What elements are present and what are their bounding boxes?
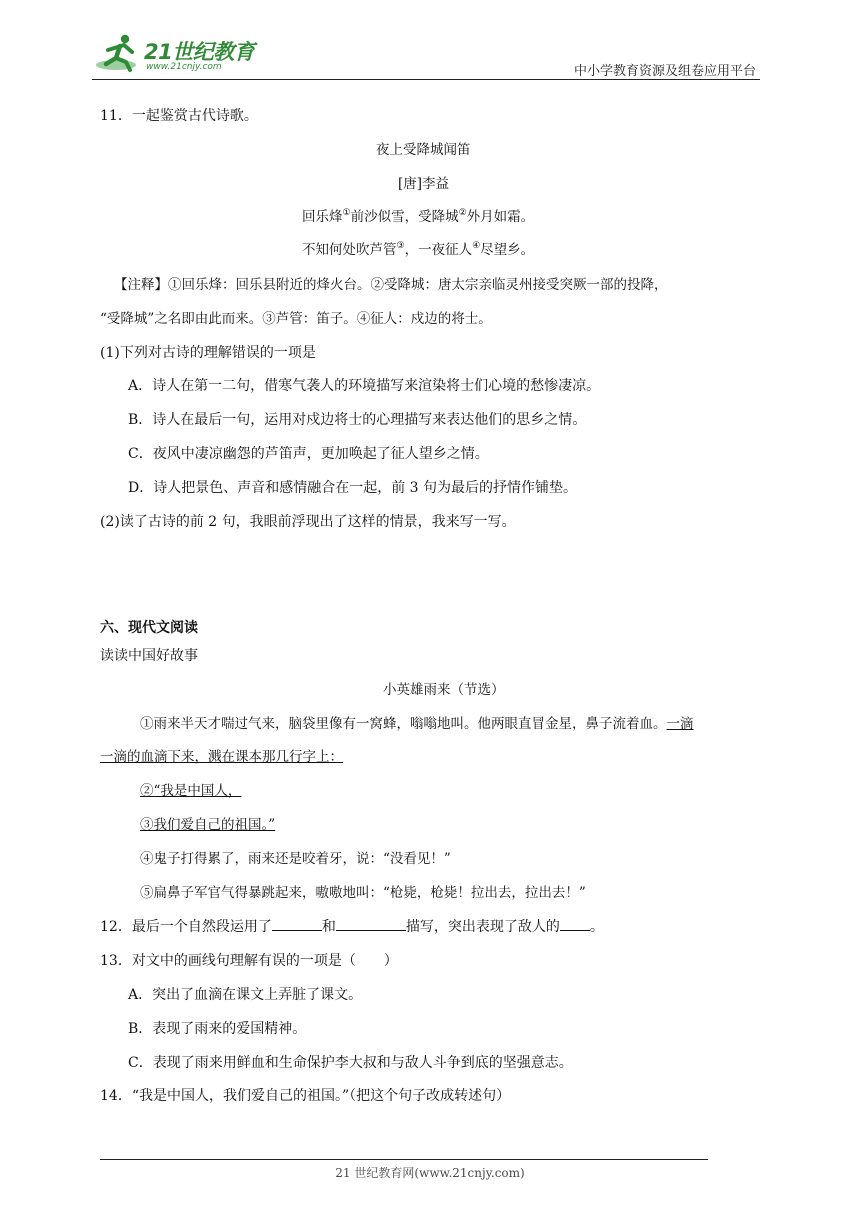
q12-part-2: 和 [321, 919, 336, 935]
story-paragraph-2: ②“我是中国人， [140, 783, 242, 799]
answer-blank-3[interactable] [560, 917, 590, 931]
underlined-sentence-part-1: 一滴 [666, 716, 694, 732]
underlined-sentence-part-2: 一滴的血滴下来，溅在课本那几行字上： [100, 749, 343, 765]
runner-logo-icon [94, 32, 146, 74]
story-p1-text: ①雨来半天才喘过气来，脑袋里像有一窝蜂，嗡嗡地叫。他两眼直冒金星，鼻子流着血。 [140, 716, 667, 732]
poem-notes-line-1: 【注释】①回乐烽：回乐县附近的烽火台。②受降城：唐太宗亲临灵州接受突厥一部的投降， [114, 277, 668, 293]
page-header [92, 30, 760, 80]
poem-line-2 [302, 240, 534, 260]
story-paragraph-4: ④鬼子打得累了，雨来还是咬着牙，说：“没看见！” [140, 851, 451, 867]
q13-option-c: C．表现了雨来用鲜血和生命保护李大叔和与敌人斗争到底的坚强意志。 [128, 1055, 573, 1071]
site-logo [94, 32, 264, 74]
note-marker-1: ① [342, 208, 351, 218]
poem-line-2-part-c: 尽望乡。 [480, 242, 535, 258]
q11-sub2: (2)读了古诗的前 2 句，我眼前浮现出了这样的情景，我来写一写。 [100, 514, 516, 530]
answer-blank-1[interactable] [272, 917, 322, 931]
q13-stem: 13．对文中的画线句理解有误的一项是（ ） [100, 953, 398, 969]
poem-line-2-part-b: ，一夜征人 [404, 242, 473, 258]
poem-title: 夜上受降城闻笛 [376, 142, 471, 158]
poem-line-1-part-c: 外月如霜。 [466, 209, 535, 225]
footer-divider [100, 1159, 708, 1160]
q12-part-4: 。 [589, 919, 604, 935]
section-heading: 六、现代文阅读 [100, 620, 198, 636]
poem-line-1-part-b: 前沙似雪，受降城 [350, 209, 459, 225]
page-footer: 21 世纪教育网(www.21cnjy.com) [335, 1166, 525, 1180]
poem-line-1 [302, 207, 534, 227]
q11-option-a: A．诗人在第一二句，借寒气袭人的环境描写来渲染将士们心境的愁惨凄凉。 [128, 378, 601, 394]
story-paragraph-1 [140, 714, 694, 734]
q12-part-1: 12．最后一个自然段运用了 [100, 919, 272, 935]
story-paragraph-3: ③我们爱自己的祖国。” [140, 817, 276, 833]
note-marker-4: ④ [472, 241, 481, 251]
poem-notes-line-2: “受降城”之名即由此而来。③芦管：笛子。④征人：戍边的将士。 [100, 311, 492, 327]
q12-stem [100, 917, 604, 937]
q11-option-b: B．诗人在最后一句，运用对戍边将士的心理描写来表达他们的思乡之情。 [128, 412, 587, 428]
logo-url: www.21cnjy.com [146, 62, 222, 72]
note-marker-2: ② [458, 208, 467, 218]
q13-option-b: B．表现了雨来的爱国精神。 [128, 1021, 307, 1037]
story-title: 小英雄雨来（节选） [383, 682, 505, 698]
q11-option-d: D．诗人把景色、声音和感情融合在一起，前 3 句为最后的抒情作铺垫。 [128, 480, 578, 496]
q11-stem: 11．一起鉴赏古代诗歌。 [100, 108, 258, 124]
q13-option-a: A．突出了血滴在课文上弄脏了课文。 [128, 987, 363, 1003]
story-paragraph-5: ⑤扁鼻子军官气得暴跳起来，嗷嗷地叫：“枪毙，枪毙！拉出去，拉出去！” [140, 885, 586, 901]
poem-line-2-part-a: 不知何处吹芦管 [302, 242, 397, 258]
note-marker-3: ③ [396, 241, 405, 251]
q14-stem: 14．“我是中国人，我们爱自己的祖国。”（把这个句子改成转述句） [100, 1088, 511, 1104]
q12-part-3: 描写，突出表现了敌人的 [405, 919, 560, 935]
header-slogan: 中小学教育资源及组卷应用平台 [573, 64, 756, 79]
section-intro: 读读中国好故事 [100, 648, 198, 664]
logo-text: 21世纪教育 [144, 40, 255, 64]
q11-sub1: (1)下列对古诗的理解错误的一项是 [100, 345, 316, 361]
answer-blank-2[interactable] [336, 917, 406, 931]
poem-author: [唐]李益 [398, 176, 450, 192]
poem-line-1-part-a: 回乐烽 [302, 209, 343, 225]
q11-option-c: C．夜风中凄凉幽怨的芦笛声，更加唤起了征人望乡之情。 [128, 446, 489, 462]
